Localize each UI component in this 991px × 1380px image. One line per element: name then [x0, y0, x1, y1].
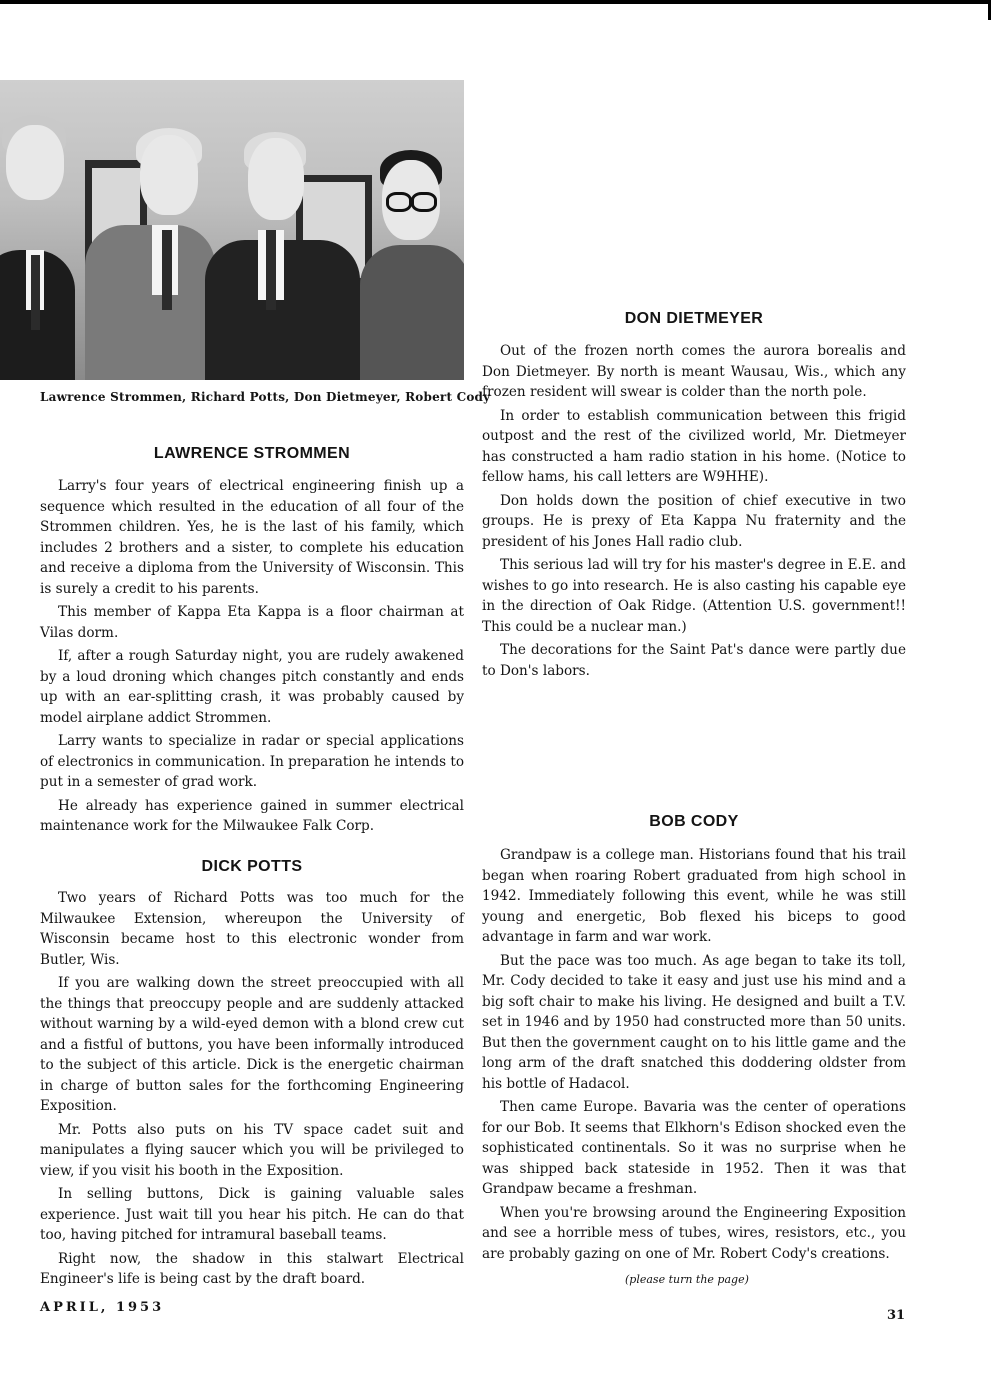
page-number: 31 — [887, 1308, 906, 1323]
continued-note: (please turn the page) — [625, 1273, 749, 1286]
heading-strommen: LAWRENCE STROMMEN — [153, 445, 351, 462]
top-border — [0, 0, 991, 4]
paragraph: This member of Kappa Eta Kappa is a floor chairman at Vilas dorm. — [40, 604, 464, 641]
issue-date: APRIL, 1953 — [40, 1300, 165, 1315]
face — [6, 125, 64, 200]
article-dietmeyer — [482, 341, 906, 684]
heading-potts: DICK POTTS — [201, 858, 303, 875]
heading-dietmeyer: DON DIETMEYER — [624, 310, 764, 327]
paragraph: Grandpaw is a college man. Historians found that his trail began when roaring Robert graduated from high school in 1942. Immediately following this event, while he was still young and energetic, Bob flexed his biceps to good advantage in farm and war work. — [482, 847, 906, 945]
tie — [162, 230, 172, 310]
article-cody — [482, 845, 906, 1267]
face — [248, 138, 304, 220]
paragraph: If you are walking down the street preoccupied with all the things that preoccupy people and are suddenly attacked without warning by a wild-eyed demon with a blond crew cut and a fistful of buttons, you have been informally introduced to the subject of this article. Dick is the energetic chairman in charge of button sales for the forthcoming Engineering Exposition. — [40, 975, 464, 1114]
jacket — [360, 245, 464, 380]
article-strommen — [40, 476, 464, 840]
paragraph: In selling buttons, Dick is gaining valuable sales experience. Just wait till you hear his pitch. He can do that too, having pitched for intramural baseball teams. — [40, 1186, 464, 1243]
glasses-right — [411, 192, 437, 212]
suit — [85, 225, 215, 380]
paragraph: This serious lad will try for his master's degree in E.E. and wishes to go into research. He is also casting his capable eye in the direction of Oak Ridge. (Attention U.S. government!! This could be a nuclear man.) — [482, 557, 906, 635]
paragraph: He already has experience gained in summer electrical maintenance work for the Milwaukee Falk Corp. — [40, 797, 464, 834]
paragraph: The decorations for the Saint Pat's dance were partly due to Don's labors. — [482, 642, 906, 679]
face — [140, 135, 198, 215]
paragraph: If, after a rough Saturday night, you are rudely awakened by a loud droning which changes pitch constantly and ends up with an ear-splitting crash, it was probably caused by model airplane addict Strommen. — [40, 648, 464, 726]
article-potts — [40, 888, 464, 1293]
paragraph: Then came Europe. Bavaria was the center of operations for our Bob. It seems that Elkhorn's Edison shocked even the sophisticated continentals. So it was no surprise when he was shipped back stateside in 1952. Then it was that Grandpaw became a freshman. — [482, 1099, 906, 1197]
paragraph: Right now, the shadow in this stalwart Electrical Engineer's life is being cast by the draft board. — [40, 1250, 464, 1287]
paragraph: Two years of Richard Potts was too much for the Milwaukee Extension, whereupon the University of Wisconsin became host to this electronic wonder from Butler, Wis. — [40, 890, 464, 968]
paragraph: Larry wants to specialize in radar or special applications of electronics in communication. In preparation he intends to put in a semester of grad work. — [40, 733, 465, 790]
tie — [266, 230, 276, 310]
group-photo — [0, 80, 464, 380]
tie — [31, 255, 40, 330]
paragraph: Don holds down the position of chief executive in two groups. He is prexy of Eta Kappa Nu fraternity and the president of his Jones Hall radio club. — [482, 492, 906, 550]
paragraph: Larry's four years of electrical engineering finish up a sequence which resulted in the education of all four of the Strommen children. Yes, he is the last of his family, which includes 2 brothers and a sister, to complete his education and receive a diploma from the University of Wisconsin. This is surely a credit to his parents. — [40, 478, 464, 597]
glasses-left — [386, 192, 412, 212]
paragraph: Mr. Potts also puts on his TV space cadet suit and manipulates a flying saucer which you will be privileged to view, if you visit his booth in the Exposition. — [40, 1121, 464, 1179]
paragraph: Out of the frozen north comes the aurora borealis and Don Dietmeyer. By north is meant Wausau, Wis., which any frozen resident will swear is colder than the north pole. — [482, 343, 906, 400]
paragraph: In order to establish communication between this frigid outpost and the rest of the civilized world, Mr. Dietmeyer has constructed a ham radio station in his home. (Notice to fellow hams, his call letters are W9HHE). — [482, 407, 906, 485]
paragraph: When you're browsing around the Engineering Exposition and see a horrible mess of tubes, wires, resistors, etc., you are probably gazing on one of Mr. Robert Cody's creations. — [482, 1204, 906, 1262]
heading-cody: BOB CODY — [649, 813, 739, 830]
photo-caption: Lawrence Strommen, Richard Potts, Don Dietmeyer, Robert Cody — [40, 390, 491, 404]
paragraph: But the pace was too much. As age began to take its toll, Mr. Cody decided to take it easy and just use his mind and a big soft chair to make his living. He designed and built a T.V. set in 1946 and by 1950 had constructed more than 50 units. But then the government caught on to his little game and the long arm of the draft snatched this doddering oldster from his bottle of Hadacol. — [482, 952, 906, 1092]
